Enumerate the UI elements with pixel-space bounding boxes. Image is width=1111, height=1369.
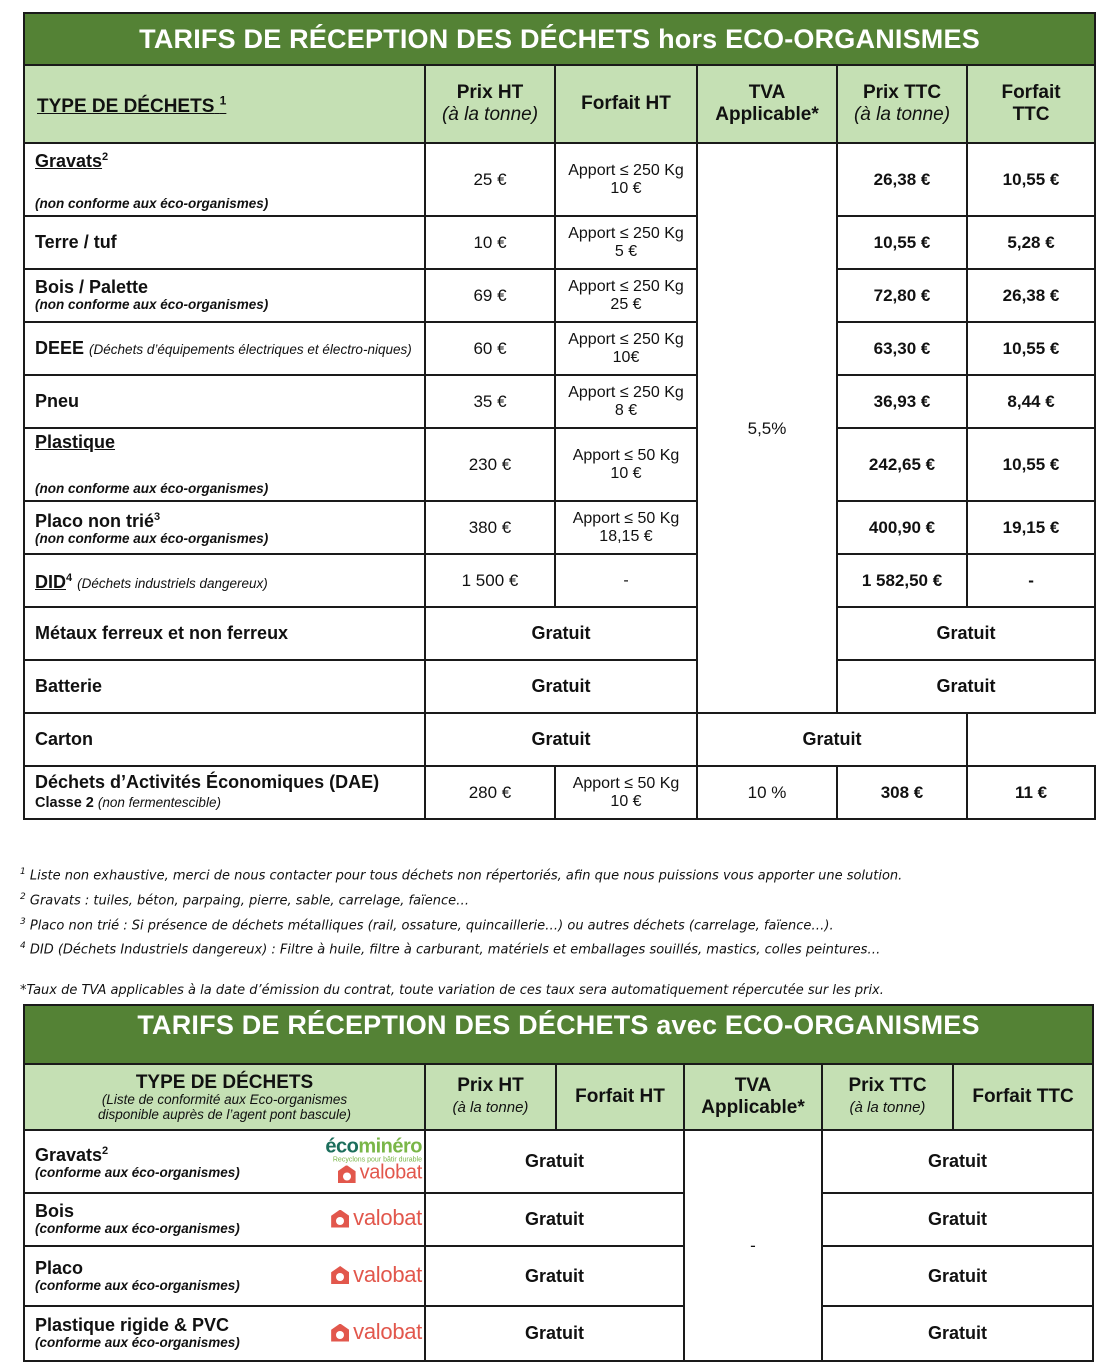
waste-name: Gravats$^2$ (conforme aux éco-organismes) écominéro Recyclons pour bâtir durable valobat bbox=[24, 1130, 425, 1193]
price-ttc-free: Gratuit bbox=[837, 607, 1095, 660]
table-row bbox=[24, 1130, 1093, 1193]
valobat-logo: valobat bbox=[331, 1208, 422, 1228]
price-ht-free: Gratuit bbox=[425, 1130, 684, 1193]
waste-name: Déchets d’Activités Économiques (DAE) Classe 2 (non fermentescible) bbox=[24, 766, 425, 819]
waste-name: DEEE (Déchets d’équipements électriques et électro-niques) bbox=[24, 322, 425, 375]
forfait-ttc: 5,28 € bbox=[967, 216, 1095, 269]
valobat-house-icon bbox=[331, 1264, 349, 1284]
prix-ttc: 242,65 € bbox=[837, 428, 967, 501]
header-forfait-ttc: Forfait TTC bbox=[953, 1064, 1093, 1130]
table-row bbox=[24, 1306, 1093, 1361]
table-row bbox=[24, 766, 1095, 819]
forfait-ttc: 11 € bbox=[967, 766, 1095, 819]
footnote: $^3$ Placo non trié : Si présence de déchets métalliques (rail, ossature, quincaillerie…) ou autres déchets (carrelage, faïence…). bbox=[20, 916, 834, 933]
price-ttc-free: Gratuit bbox=[822, 1193, 1093, 1246]
waste-name: Métaux ferreux et non ferreux bbox=[24, 607, 425, 660]
waste-name: Carton bbox=[24, 713, 425, 766]
forfait-ht: - bbox=[555, 554, 697, 607]
forfait-ht: Apport ≤ 50 Kg 18,15 € bbox=[555, 501, 697, 554]
prix-ht: 25 € bbox=[425, 143, 555, 216]
prix-ht: 60 € bbox=[425, 322, 555, 375]
waste-name: DID$^4$ (Déchets industriels dangereux) bbox=[24, 554, 425, 607]
table-row bbox=[24, 269, 1095, 322]
price-ttc-free: Gratuit bbox=[822, 1306, 1093, 1361]
ecominero-logo: écominéro Recyclons pour bâtir durable bbox=[325, 1135, 422, 1163]
forfait-ttc: 10,55 € bbox=[967, 143, 1095, 216]
forfait-ht: Apport ≤ 50 Kg 10 € bbox=[555, 428, 697, 501]
header-tva: TVA Applicable* bbox=[684, 1064, 822, 1130]
header-type: TYPE DE DÉCHETS $^1$ bbox=[24, 65, 425, 143]
prix-ht: 1 500 € bbox=[425, 554, 555, 607]
forfait-ht: Apport ≤ 250 Kg 8 € bbox=[555, 375, 697, 428]
header-prix-ht: Prix HT (à la tonne) bbox=[425, 1064, 556, 1130]
forfait-ht: Apport ≤ 250 Kg 5 € bbox=[555, 216, 697, 269]
header-type: TYPE DE DÉCHETS (Liste de conformité aux Eco-organismes disponible auprès de l’agent pont bascule) bbox=[24, 1064, 425, 1130]
price-ht-free: Gratuit bbox=[425, 713, 697, 766]
prix-ttc: 36,93 € bbox=[837, 375, 967, 428]
table-title: TARIFS DE RÉCEPTION DES DÉCHETS avec ECO-ORGANISMES bbox=[24, 1005, 1093, 1064]
prix-ht: 380 € bbox=[425, 501, 555, 554]
tarifs-hors-eco-table bbox=[23, 12, 1096, 820]
prix-ttc: 10,55 € bbox=[837, 216, 967, 269]
valobat-logo: valobat bbox=[338, 1163, 422, 1183]
prix-ttc: 72,80 € bbox=[837, 269, 967, 322]
prix-ttc: 308 € bbox=[837, 766, 967, 819]
waste-name: Plastique rigide & PVC (conforme aux éco-organismes) valobat bbox=[24, 1306, 425, 1361]
prix-ht: 230 € bbox=[425, 428, 555, 501]
prix-ttc: 26,38 € bbox=[837, 143, 967, 216]
waste-name: Placo (conforme aux éco-organismes) valobat bbox=[24, 1246, 425, 1306]
tva: 10 % bbox=[697, 766, 837, 819]
forfait-ht: Apport ≤ 50 Kg 10 € bbox=[555, 766, 697, 819]
header-tva: TVA Applicable* bbox=[697, 65, 837, 143]
waste-name: Pneu bbox=[24, 375, 425, 428]
prix-ttc: 63,30 € bbox=[837, 322, 967, 375]
table-row bbox=[24, 554, 1095, 607]
price-ttc-free: Gratuit bbox=[822, 1130, 1093, 1193]
logos bbox=[325, 1136, 422, 1187]
prix-ht: 10 € bbox=[425, 216, 555, 269]
price-ttc-free: Gratuit bbox=[697, 713, 967, 766]
table-row bbox=[24, 1246, 1093, 1306]
table-row bbox=[24, 1193, 1093, 1246]
prix-ttc: 400,90 € bbox=[837, 501, 967, 554]
tarifs-avec-eco-table bbox=[23, 1004, 1094, 1362]
tva-shared: 5,5% bbox=[697, 143, 837, 713]
tva-shared: - bbox=[684, 1130, 822, 1361]
header-forfait-ht: Forfait HT bbox=[555, 65, 697, 143]
tva-note: *Taux de TVA applicables à la date d’émission du contrat, toute variation de ces taux sera automatiquement répercutée sur les prix. bbox=[20, 983, 884, 999]
waste-name: Bois (conforme aux éco-organismes) valobat bbox=[24, 1193, 425, 1246]
prix-ht: 69 € bbox=[425, 269, 555, 322]
table-row bbox=[24, 660, 1095, 713]
price-ht-free: Gratuit bbox=[425, 1193, 684, 1246]
forfait-ttc: 10,55 € bbox=[967, 322, 1095, 375]
valobat-logo: valobat bbox=[331, 1264, 422, 1284]
table-row bbox=[24, 322, 1095, 375]
forfait-ttc: 10,55 € bbox=[967, 428, 1095, 501]
price-ht-free: Gratuit bbox=[425, 1246, 684, 1306]
table-row bbox=[24, 216, 1095, 269]
valobat-logo: valobat bbox=[331, 1322, 422, 1342]
waste-name: Plastique (non conforme aux éco-organismes) bbox=[24, 428, 425, 501]
header-prix-ttc: Prix TTC (à la tonne) bbox=[837, 65, 967, 143]
valobat-house-icon bbox=[331, 1208, 349, 1228]
waste-name: Placo non trié$^3$ (non conforme aux éco-organismes) bbox=[24, 501, 425, 554]
footnotes bbox=[20, 862, 1100, 1002]
forfait-ttc: 26,38 € bbox=[967, 269, 1095, 322]
forfait-ht: Apport ≤ 250 Kg 25 € bbox=[555, 269, 697, 322]
table-title: TARIFS DE RÉCEPTION DES DÉCHETS hors ECO-ORGANISMES bbox=[24, 13, 1095, 65]
valobat-house-icon bbox=[338, 1163, 356, 1183]
table-row bbox=[24, 428, 1095, 501]
price-ht-free: Gratuit bbox=[425, 607, 697, 660]
forfait-ht: Apport ≤ 250 Kg 10€ bbox=[555, 322, 697, 375]
prix-ht: 35 € bbox=[425, 375, 555, 428]
table-row bbox=[24, 375, 1095, 428]
waste-name: Bois / Palette (non conforme aux éco-organismes) bbox=[24, 269, 425, 322]
forfait-ttc: 19,15 € bbox=[967, 501, 1095, 554]
table-row bbox=[24, 501, 1095, 554]
table-row bbox=[24, 713, 1095, 766]
waste-name: Terre / tuf bbox=[24, 216, 425, 269]
price-ht-free: Gratuit bbox=[425, 660, 697, 713]
forfait-ht: Apport ≤ 250 Kg 10 € bbox=[555, 143, 697, 216]
footnote: $^4$ DID (Déchets Industriels dangereux) : Filtre à huile, filtre à carburant, matériels et emballages souillés, mastics, colles peintures… bbox=[20, 941, 881, 958]
waste-name: Batterie bbox=[24, 660, 425, 713]
price-ttc-free: Gratuit bbox=[837, 660, 1095, 713]
prix-ttc: 1 582,50 € bbox=[837, 554, 967, 607]
table-row bbox=[24, 143, 1095, 216]
header-forfait-ht: Forfait HT bbox=[556, 1064, 684, 1130]
footnote: $^2$ Gravats : tuiles, béton, parpaing, pierre, sable, carrelage, faïence… bbox=[20, 891, 470, 909]
waste-name: Gravats$^2$ (non conforme aux éco-organismes) bbox=[24, 143, 425, 216]
header-forfait-ttc: Forfait TTC bbox=[967, 65, 1095, 143]
forfait-ttc: - bbox=[967, 554, 1095, 607]
footnote: $^1$ Liste non exhaustive, merci de nous contacter pour tous déchets non répertoriés, afin que nous puissions vous apporter une solution. bbox=[20, 867, 903, 884]
price-ht-free: Gratuit bbox=[425, 1306, 684, 1361]
prix-ht: 280 € bbox=[425, 766, 555, 819]
valobat-house-icon bbox=[331, 1322, 349, 1342]
forfait-ttc: 8,44 € bbox=[967, 375, 1095, 428]
price-ttc-free: Gratuit bbox=[822, 1246, 1093, 1306]
table-row bbox=[24, 607, 1095, 660]
header-prix-ttc: Prix TTC (à la tonne) bbox=[822, 1064, 953, 1130]
header-prix-ht: Prix HT (à la tonne) bbox=[425, 65, 555, 143]
